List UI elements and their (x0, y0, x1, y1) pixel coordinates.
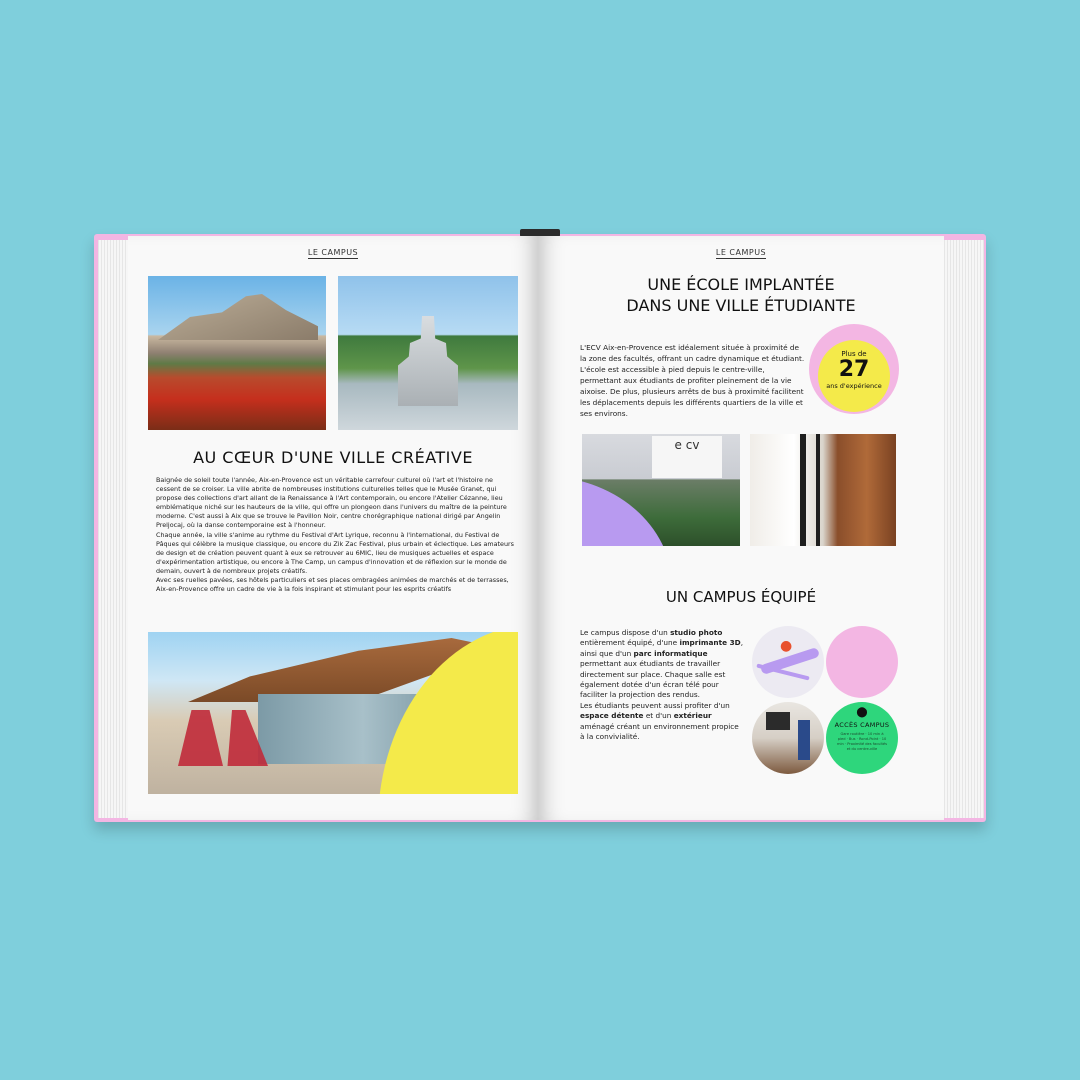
access-title: ACCÈS CAMPUS (834, 721, 890, 729)
heading-line-1: UNE ÉCOLE IMPLANTÉE (647, 275, 835, 294)
body-paragraph: Chaque année, la ville s'anime au rythme du Festival d'Art Lyrique, reconnu à l'international, du Festival de Pâques qui célèbre la musique classique, ou encore du Zik Zac Festival, plus urbain et éclectique. Les amateurs de design et de création peuvent quant à eux se retrouver au 6MIC, lieu de musiques actuelles et espace d'expérimentation artistique, ou encore à The Camp, un campus d'innovation et de réflexion sur le monde de demain, ouvert à de nombreux projets créatifs. (156, 530, 514, 575)
access-detail: Gare routière · 10 min à pied · Bus · Rond-Point · 10 min · Proximité des facultés et du centre-ville (837, 732, 887, 751)
badge-top-text: Plus de (841, 350, 867, 358)
left-page-heading: AU CŒUR D'UNE VILLE CRÉATIVE (193, 448, 473, 467)
page-edge-right (944, 240, 984, 818)
body-paragraph: Baignée de soleil toute l'année, Aix-en-Provence est un véritable carrefour culturel où l'art et l'histoire ne cessent de se croiser. La ville abrite de nombreuses institutions culturelles telles que le Musée Granet, qui propose des collections d'art allant de la Renaissance à l'Art contemporain, ou encore l'Atelier Cézanne, lieu emblématique niché sur les hauteurs de la ville, qui offre un plongeon dans l'univers du maître de la peinture moderne. C'est aussi à Aix que se trouve le Pavillon Noir, centre chorégraphique national dirigé par Angelin Preljocaj, où la danse contemporaine est à l'honneur. (156, 476, 507, 530)
fountain-photo (338, 276, 518, 430)
experience-badge (818, 340, 890, 412)
badge-number: 27 (838, 357, 870, 382)
access-campus-circle (826, 702, 898, 774)
aix-letters-sculpture (178, 710, 268, 766)
mountain-poppies-photo (148, 276, 326, 430)
pink-circle-decoration (826, 626, 898, 698)
heading-line-2: DANS UNE VILLE ÉTUDIANTE (626, 296, 856, 315)
ecv-screen: e cv (652, 436, 722, 478)
intro-paragraph: L'ECV Aix-en-Provence est idéalement située à proximité de la zone des facultés, offrant un cadre dynamique et étudiant. L'école est accessible à pied depuis le centre-ville, permettant aux étudiants de profiter pleinement de la vie aixoise. De plus, plusieurs arrêts de bus à proximité facilitent les déplacements depuis les différents quartiers de la ville et ses environs. (580, 343, 805, 418)
location-pin-icon: ⬤ (856, 707, 868, 718)
right-page-heading (538, 274, 944, 316)
left-page (128, 236, 538, 820)
students-photo (582, 434, 740, 546)
campus-paragraph-2: Les étudiants peuvent aussi profiter d'un espace détente et d'un extérieur aménagé créant un environnement propice à la convivialité. (580, 700, 739, 742)
running-head-right: LE CAMPUS (715, 248, 767, 257)
left-page-body (156, 476, 516, 594)
map-circle (752, 626, 824, 698)
campus-equipped-heading: UN CAMPUS ÉQUIPÉ (665, 588, 817, 606)
map-pin-icon: ● (780, 638, 793, 654)
room-photo-circle (752, 702, 824, 774)
aix-pavilion-photo (148, 632, 518, 794)
badge-bottom-text: ans d'expérience (826, 382, 882, 390)
campus-hall-photo (750, 434, 896, 546)
campus-paragraph-1: Le campus dispose d'un studio photo entièrement équipé, d'une imprimante 3D, ainsi que d'un parc informatique permettant aux étudiants de travailler directement sur place. Chaque salle est également dotée d'un écran télé pour faciliter la projection des rendus. (580, 628, 744, 700)
page-edge-left (98, 240, 132, 818)
running-head-left: LE CAMPUS (307, 248, 359, 257)
body-paragraph: Avec ses ruelles pavées, ses hôtels particuliers et ses places ombragées animées de marchés et de terrasses, Aix-en-Provence offre un cadre de vie à la fois inspirant et stimulant pour les esprits créatifs (156, 576, 509, 594)
purple-swoosh-decoration (582, 476, 672, 546)
campus-description (580, 628, 744, 742)
right-page (538, 236, 944, 820)
